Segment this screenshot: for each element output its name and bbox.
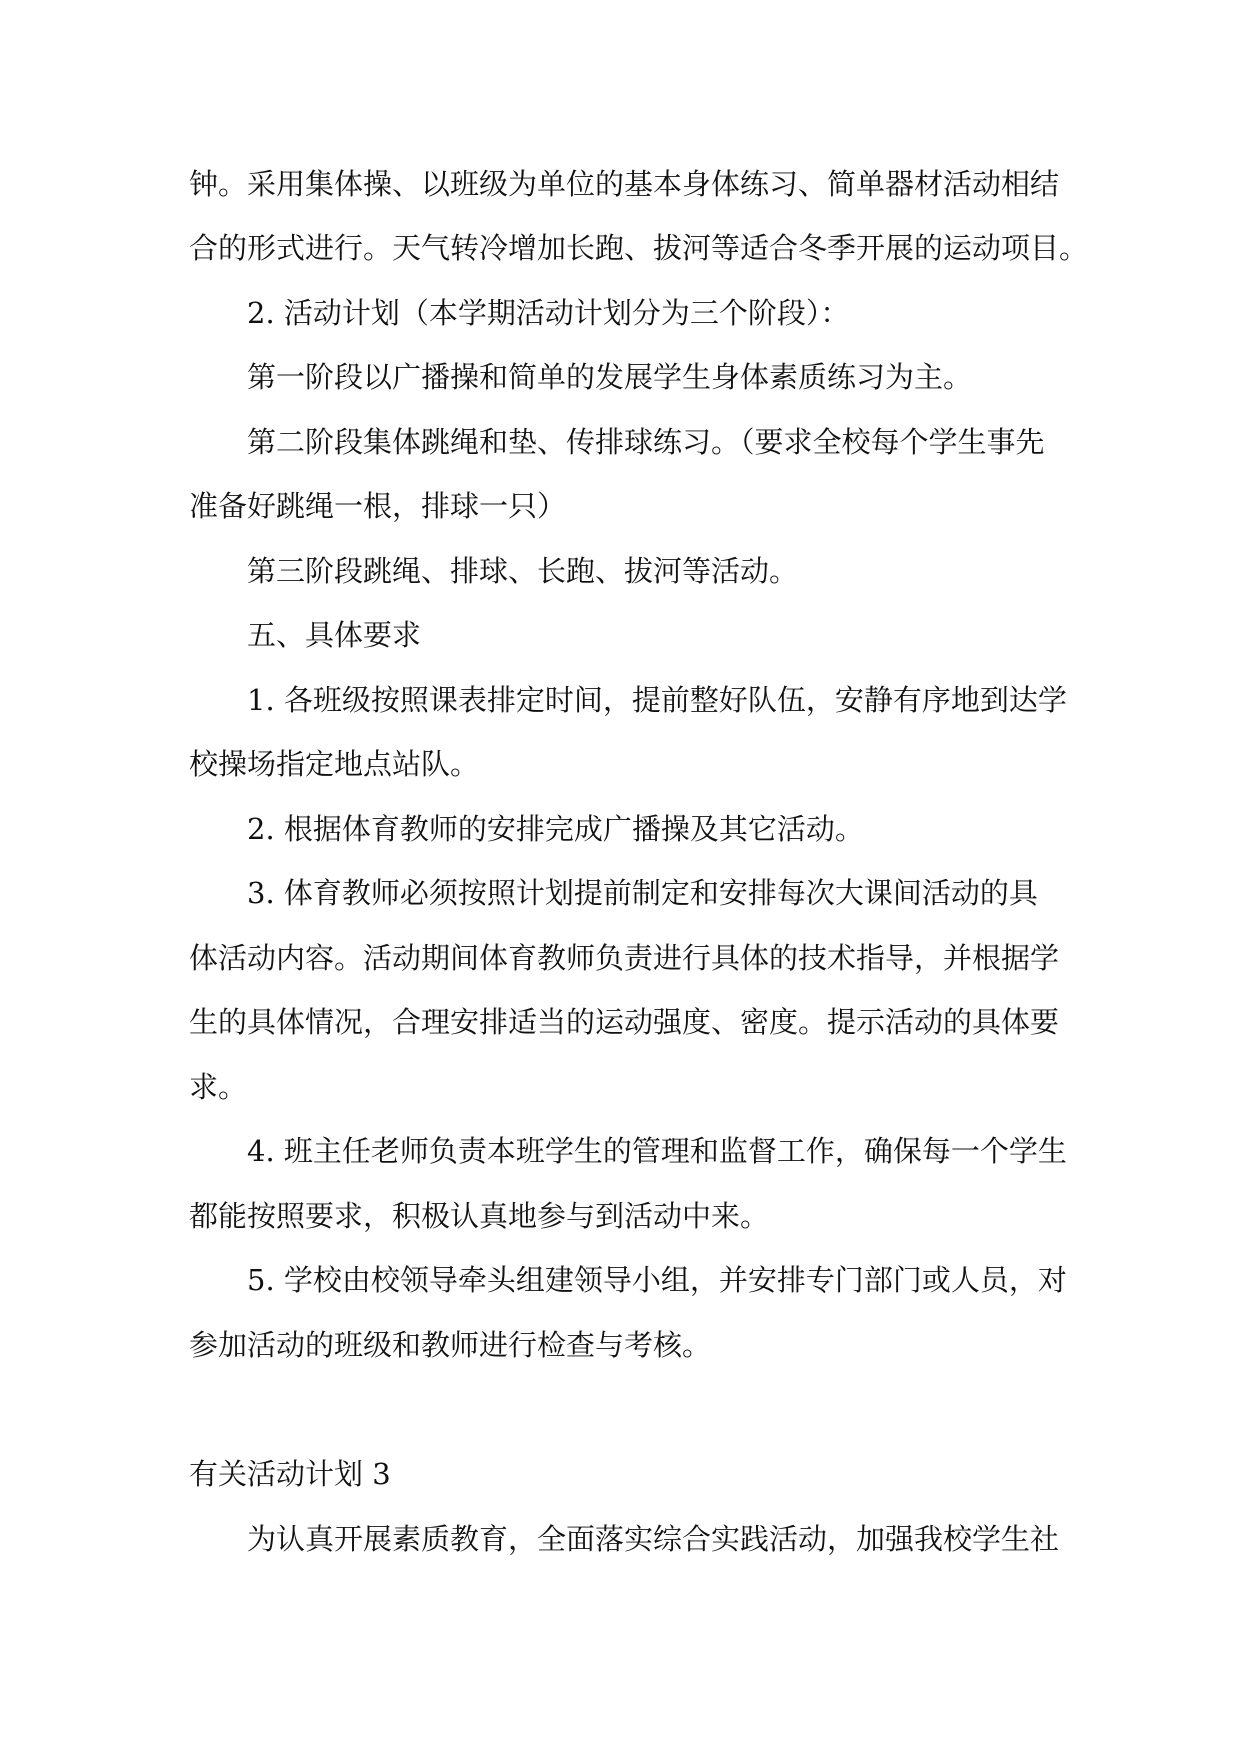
text-line: 参加活动的班级和教师进行检查与考核。: [189, 1328, 712, 1362]
text-line: 2. 根据体育教师的安排完成广播操及其它活动。: [247, 812, 864, 846]
document-title: 有关活动计划 3: [189, 1457, 391, 1491]
section-heading: 五、具体要求: [247, 618, 422, 652]
text-line: 第三阶段跳绳、排球、长跑、拔河等活动。: [247, 554, 799, 588]
text-line: 3. 体育教师必须按照计划提前制定和安排每次大课间活动的具: [247, 876, 1038, 910]
text-line: 求。: [189, 1070, 248, 1104]
text-line: 体活动内容。活动期间体育教师负责进行具体的技术指导，并根据学: [189, 941, 1060, 975]
text-line: 2. 活动计划（本学期活动计划分为三个阶段）：: [247, 296, 850, 330]
text-line: 准备好跳绳一根，排球一只）: [189, 489, 567, 523]
text-line: 都能按照要求，积极认真地参与到活动中来。: [189, 1199, 770, 1233]
text-line: 1. 各班级按照课表排定时间，提前整好队伍，安静有序地到达学: [247, 683, 1067, 717]
text-line: 合的形式进行。天气转冷增加长跑、拔河等适合冬季开展的运动项目。: [189, 231, 1089, 265]
text-line: 5. 学校由校领导牵头组建领导小组，并安排专门部门或人员，对: [247, 1263, 1067, 1297]
text-line: 第一阶段以广播操和简单的发展学生身体素质练习为主。: [247, 360, 973, 394]
text-line: 4. 班主任老师负责本班学生的管理和监督工作，确保每一个学生: [247, 1134, 1067, 1168]
text-line: 钟。采用集体操、以班级为单位的基本身体练习、简单器材活动相结: [189, 167, 1060, 201]
text-line: 为认真开展素质教育，全面落实综合实践活动，加强我校学生社: [247, 1522, 1060, 1556]
text-line: 第二阶段集体跳绳和垫、传排球练习。（要求全校每个学生事先: [247, 425, 1045, 459]
text-line: 生的具体情况，合理安排适当的运动强度、密度。提示活动的具体要: [189, 1005, 1060, 1039]
text-line: 校操场指定地点站队。: [189, 747, 480, 781]
